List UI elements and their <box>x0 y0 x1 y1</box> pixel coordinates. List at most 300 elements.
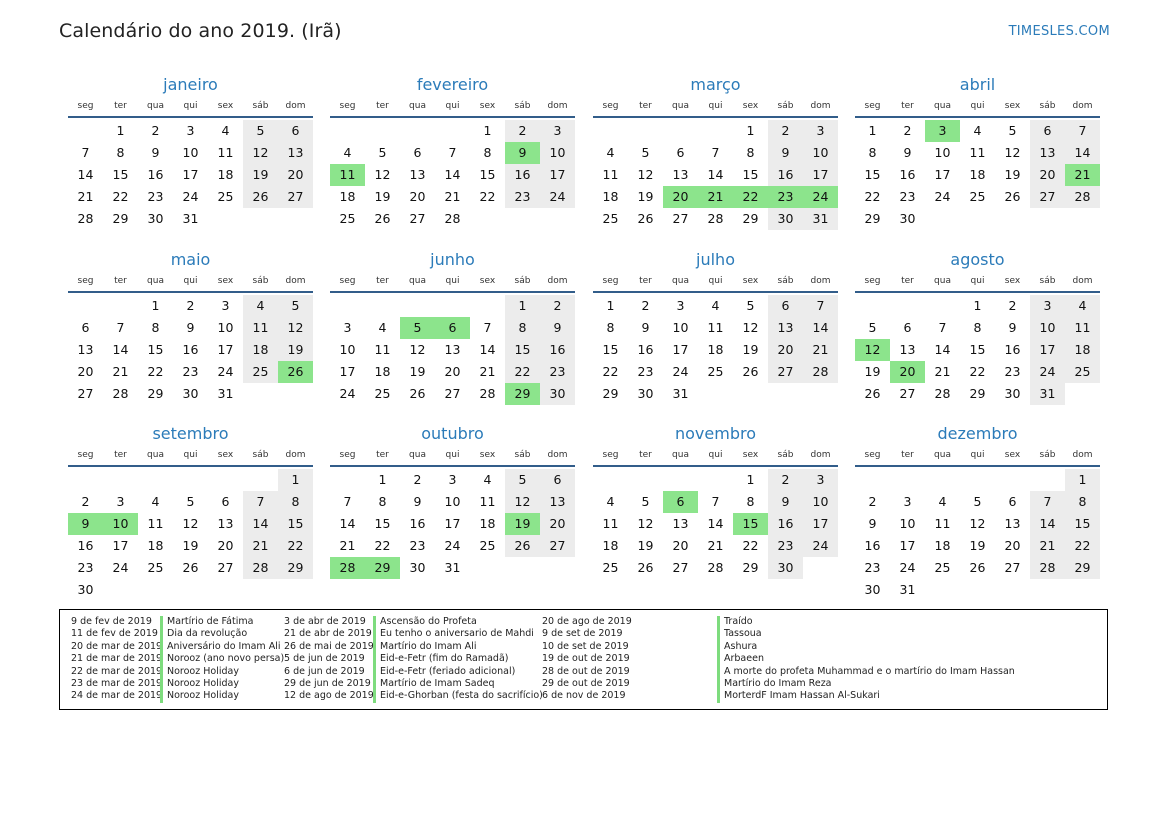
month-name: fevereiro <box>416 75 489 94</box>
day-cell: 17 <box>112 538 129 553</box>
day-cell: 10 <box>899 516 916 531</box>
day-cell: 16 <box>505 164 540 186</box>
day-cell: 17 <box>182 167 199 182</box>
empty-cell <box>593 469 628 491</box>
legend-name-column <box>373 616 543 703</box>
day-cell: 23 <box>899 189 916 204</box>
day-cell: 25 <box>707 364 724 379</box>
legend-holiday-name: Ascensão do Profeta <box>373 616 543 628</box>
day-grid <box>855 295 1100 405</box>
day-cell: 1 <box>606 298 615 313</box>
day-cell: 3 <box>186 123 195 138</box>
day-cell: 3 <box>448 472 457 487</box>
day-cell: 17 <box>672 342 689 357</box>
day-cell: 23 <box>864 560 881 575</box>
day-cell: 18 <box>243 339 278 361</box>
legend-holiday-name: Eid-e-Ghorban (festa do sacrifício) <box>373 690 543 702</box>
holiday-day-cell: 19 <box>505 513 540 535</box>
day-cell: 18 <box>969 167 986 182</box>
day-cell: 20 <box>444 364 461 379</box>
months-grid <box>68 73 1102 603</box>
month-name: agosto <box>950 250 1005 269</box>
day-cell: 20 <box>77 364 94 379</box>
day-cell: 7 <box>1030 491 1065 513</box>
day-cell: 27 <box>1004 560 1021 575</box>
weekday-label: sex <box>742 450 759 460</box>
day-cell: 24 <box>540 186 575 208</box>
legend-date: 21 de mar de 2019 <box>71 653 163 665</box>
day-cell: 14 <box>112 342 129 357</box>
month-name: novembro <box>675 424 756 443</box>
day-cell: 22 <box>505 361 540 383</box>
day-cell: 21 <box>479 364 496 379</box>
weekday-label: sáb <box>777 450 794 460</box>
weekday-label: seg <box>339 450 356 460</box>
day-cell: 2 <box>641 298 650 313</box>
day-cell: 12 <box>969 516 986 531</box>
day-cell: 24 <box>112 560 129 575</box>
legend-date: 3 de abr de 2019 <box>284 616 366 627</box>
weekday-label: dom <box>547 101 568 111</box>
day-cell: 25 <box>374 386 391 401</box>
weekday-header <box>68 446 313 467</box>
legend-date: 19 de out de 2019 <box>542 653 630 665</box>
day-cell: 5 <box>378 145 387 160</box>
day-cell: 9 <box>540 317 575 339</box>
day-cell: 13 <box>1030 142 1065 164</box>
empty-cell <box>435 295 470 317</box>
legend-holiday-name: Eid-e-Fetr (feriado adicional) <box>373 666 543 678</box>
day-cell: 14 <box>934 342 951 357</box>
day-cell: 2 <box>868 494 877 509</box>
day-cell: 16 <box>1004 342 1021 357</box>
legend-holiday-name: Martírio de Fátima <box>160 616 284 628</box>
day-cell: 10 <box>182 145 199 160</box>
weekday-label: qui <box>445 450 460 460</box>
day-cell: 13 <box>540 491 575 513</box>
day-cell: 12 <box>505 491 540 513</box>
weekday-label: sáb <box>777 276 794 286</box>
empty-cell <box>995 469 1030 491</box>
empty-cell <box>173 469 208 491</box>
holiday-day-cell: 10 <box>103 513 138 535</box>
holiday-legend <box>59 609 1108 710</box>
legend-holiday-name: A morte do profeta Muhammad e o martírio do Imam Hassan <box>717 666 1015 678</box>
weekday-label: sáb <box>514 101 531 111</box>
day-cell: 23 <box>147 189 164 204</box>
day-cell: 28 <box>1030 557 1065 579</box>
month-name: maio <box>170 250 211 269</box>
legend-holiday-name: MorterdF Imam Hassan Al-Sukari <box>717 690 1015 702</box>
weekday-label: ter <box>376 101 389 111</box>
day-cell: 17 <box>339 364 356 379</box>
legend-date: 6 de jun de 2019 <box>284 665 365 677</box>
weekday-label: qua <box>934 450 951 460</box>
legend-holiday-name: Tassoua <box>717 628 1015 640</box>
day-cell: 26 <box>1004 189 1021 204</box>
day-grid <box>593 469 838 579</box>
day-cell: 24 <box>1030 361 1065 383</box>
day-cell: 9 <box>641 320 650 335</box>
day-cell: 23 <box>505 186 540 208</box>
day-cell: 25 <box>602 560 619 575</box>
weekday-label: qua <box>147 276 164 286</box>
month-abril <box>855 73 1100 230</box>
month-março <box>593 73 838 230</box>
day-cell: 6 <box>1008 494 1017 509</box>
empty-cell <box>365 120 400 142</box>
day-cell: 25 <box>479 538 496 553</box>
day-cell: 23 <box>637 364 654 379</box>
day-cell: 16 <box>637 342 654 357</box>
day-cell: 8 <box>606 320 615 335</box>
empty-cell <box>1030 469 1065 491</box>
legend-holiday-name: Martírio do Imam Ali <box>373 641 543 653</box>
day-cell: 20 <box>1004 538 1021 553</box>
day-grid <box>593 295 838 405</box>
day-cell: 22 <box>278 535 313 557</box>
day-cell: 11 <box>374 342 391 357</box>
day-cell: 30 <box>147 211 164 226</box>
month-maio <box>68 248 313 405</box>
weekday-header <box>855 446 1100 467</box>
day-cell: 5 <box>641 494 650 509</box>
day-cell: 17 <box>217 342 234 357</box>
weekday-label: dom <box>810 450 831 460</box>
day-cell: 30 <box>182 386 199 401</box>
day-cell: 4 <box>151 494 160 509</box>
weekday-label: seg <box>864 276 881 286</box>
weekday-label: qua <box>672 450 689 460</box>
day-cell: 10 <box>803 142 838 164</box>
day-cell: 18 <box>707 342 724 357</box>
day-cell: 19 <box>637 189 654 204</box>
legend-date: 20 de mar de 2019 <box>71 640 163 652</box>
day-cell: 28 <box>803 361 838 383</box>
day-cell: 20 <box>1030 164 1065 186</box>
day-cell: 7 <box>81 145 90 160</box>
weekday-header <box>593 446 838 467</box>
day-cell: 21 <box>1030 535 1065 557</box>
weekday-label: ter <box>901 450 914 460</box>
day-cell: 9 <box>413 494 422 509</box>
day-cell: 13 <box>77 342 94 357</box>
day-cell: 30 <box>899 211 916 226</box>
month-setembro <box>68 422 313 601</box>
day-cell: 21 <box>444 189 461 204</box>
day-cell: 28 <box>112 386 129 401</box>
day-cell: 5 <box>746 298 755 313</box>
holiday-day-cell: 22 <box>733 186 768 208</box>
day-cell: 17 <box>899 538 916 553</box>
empty-cell <box>103 469 138 491</box>
weekday-label: seg <box>602 101 619 111</box>
day-cell: 2 <box>186 298 195 313</box>
day-cell: 31 <box>217 386 234 401</box>
day-cell: 30 <box>1004 386 1021 401</box>
day-cell: 28 <box>934 386 951 401</box>
day-cell: 28 <box>243 557 278 579</box>
holiday-day-cell: 29 <box>365 557 400 579</box>
day-cell: 30 <box>540 383 575 405</box>
day-cell: 5 <box>278 295 313 317</box>
month-name: abril <box>959 75 996 94</box>
day-cell: 14 <box>707 516 724 531</box>
empty-cell <box>890 295 925 317</box>
day-cell: 8 <box>505 317 540 339</box>
month-name: dezembro <box>937 424 1018 443</box>
holiday-day-cell: 9 <box>68 513 103 535</box>
day-cell: 14 <box>444 167 461 182</box>
weekday-label: seg <box>77 276 94 286</box>
day-cell: 20 <box>217 538 234 553</box>
weekday-label: ter <box>114 450 127 460</box>
legend-date: 26 de mai de 2019 <box>284 640 374 652</box>
day-cell: 15 <box>479 167 496 182</box>
day-cell: 5 <box>973 494 982 509</box>
legend-holiday-name: Martírio de Imam Sadeq <box>373 678 543 690</box>
weekday-label: qui <box>970 450 985 460</box>
weekday-label: sáb <box>1039 450 1056 460</box>
day-cell: 29 <box>742 560 759 575</box>
weekday-label: sáb <box>514 450 531 460</box>
weekday-label: qui <box>708 101 723 111</box>
month-fevereiro <box>330 73 575 230</box>
day-cell: 30 <box>768 208 803 230</box>
weekday-label: qui <box>970 276 985 286</box>
day-cell: 23 <box>1004 364 1021 379</box>
legend-name-column <box>717 616 1015 703</box>
day-cell: 28 <box>444 211 461 226</box>
empty-cell <box>698 120 733 142</box>
empty-cell <box>435 120 470 142</box>
day-cell: 14 <box>803 317 838 339</box>
weekday-label: ter <box>376 450 389 460</box>
day-cell: 11 <box>707 320 724 335</box>
day-cell: 4 <box>343 145 352 160</box>
day-cell: 9 <box>768 491 803 513</box>
day-cell: 13 <box>217 516 234 531</box>
day-cell: 4 <box>938 494 947 509</box>
day-cell: 25 <box>217 189 234 204</box>
weekday-label: seg <box>864 450 881 460</box>
weekday-label: qua <box>409 276 426 286</box>
day-cell: 11 <box>934 516 951 531</box>
day-cell: 10 <box>1030 317 1065 339</box>
weekday-label: qui <box>445 276 460 286</box>
day-cell: 10 <box>444 494 461 509</box>
day-cell: 30 <box>768 557 803 579</box>
day-cell: 27 <box>540 535 575 557</box>
day-cell: 18 <box>602 189 619 204</box>
holiday-day-cell: 6 <box>663 491 698 513</box>
day-cell: 2 <box>151 123 160 138</box>
day-cell: 14 <box>707 167 724 182</box>
day-cell: 14 <box>479 342 496 357</box>
day-cell: 6 <box>413 145 422 160</box>
day-cell: 27 <box>672 211 689 226</box>
day-cell: 10 <box>803 491 838 513</box>
day-cell: 1 <box>868 123 877 138</box>
weekday-label: ter <box>376 276 389 286</box>
day-cell: 14 <box>339 516 356 531</box>
legend-holiday-name: Ashura <box>717 641 1015 653</box>
day-cell: 26 <box>742 364 759 379</box>
weekday-header <box>855 272 1100 293</box>
weekday-label: sex <box>217 101 234 111</box>
holiday-day-cell: 12 <box>855 339 890 361</box>
day-cell: 5 <box>1008 123 1017 138</box>
day-cell: 11 <box>602 167 619 182</box>
legend-holiday-name: Norooz Holiday <box>160 678 284 690</box>
day-cell: 19 <box>374 189 391 204</box>
day-cell: 7 <box>243 491 278 513</box>
weekday-header <box>330 97 575 118</box>
day-cell: 4 <box>378 320 387 335</box>
weekday-label: sex <box>1004 450 1021 460</box>
day-cell: 17 <box>1030 339 1065 361</box>
day-cell: 27 <box>77 386 94 401</box>
empty-cell <box>365 295 400 317</box>
day-cell: 28 <box>707 211 724 226</box>
day-cell: 15 <box>864 167 881 182</box>
day-cell: 12 <box>1004 145 1021 160</box>
day-cell: 21 <box>707 538 724 553</box>
day-cell: 15 <box>112 167 129 182</box>
empty-cell <box>400 120 435 142</box>
legend-date-column <box>71 616 162 703</box>
day-cell: 17 <box>444 516 461 531</box>
empty-cell <box>470 295 505 317</box>
empty-cell <box>243 469 278 491</box>
page-title: Calendário do ano 2019. (Irã) <box>59 20 342 42</box>
day-cell: 15 <box>742 167 759 182</box>
legend-date: 28 de out de 2019 <box>542 665 630 677</box>
day-cell: 5 <box>641 145 650 160</box>
empty-cell <box>855 469 890 491</box>
day-cell: 11 <box>602 516 619 531</box>
site-link[interactable]: TIMESLES.COM <box>1008 24 1110 39</box>
weekday-label: sex <box>479 450 496 460</box>
day-cell: 16 <box>77 538 94 553</box>
day-cell: 6 <box>676 145 685 160</box>
day-cell: 31 <box>672 386 689 401</box>
day-cell: 4 <box>243 295 278 317</box>
day-cell: 22 <box>1065 535 1100 557</box>
day-cell: 25 <box>969 189 986 204</box>
holiday-day-cell: 26 <box>278 361 313 383</box>
day-cell: 29 <box>969 386 986 401</box>
day-cell: 4 <box>606 494 615 509</box>
day-cell: 16 <box>864 538 881 553</box>
day-cell: 29 <box>112 211 129 226</box>
day-cell: 3 <box>540 120 575 142</box>
day-cell: 13 <box>409 167 426 182</box>
month-janeiro <box>68 73 313 230</box>
day-cell: 6 <box>540 469 575 491</box>
day-cell: 19 <box>278 339 313 361</box>
day-cell: 31 <box>803 208 838 230</box>
day-cell: 4 <box>973 123 982 138</box>
day-cell: 1 <box>505 295 540 317</box>
day-cell: 12 <box>742 320 759 335</box>
day-cell: 28 <box>77 211 94 226</box>
day-cell: 18 <box>147 538 164 553</box>
month-name: março <box>690 75 741 94</box>
day-cell: 5 <box>868 320 877 335</box>
month-dezembro <box>855 422 1100 601</box>
legend-date-column <box>542 616 632 703</box>
weekday-header <box>330 272 575 293</box>
day-cell: 31 <box>899 582 916 597</box>
weekday-label: ter <box>114 101 127 111</box>
legend-holiday-name: Aniversário do Imam Ali <box>160 641 284 653</box>
holiday-day-cell: 28 <box>330 557 365 579</box>
legend-date: 29 de jun de 2019 <box>284 677 371 689</box>
day-cell: 28 <box>479 386 496 401</box>
day-grid <box>855 120 1100 230</box>
day-cell: 16 <box>899 167 916 182</box>
weekday-label: qui <box>970 101 985 111</box>
weekday-label: qua <box>147 450 164 460</box>
day-cell: 31 <box>182 211 199 226</box>
day-cell: 26 <box>243 186 278 208</box>
month-junho <box>330 248 575 405</box>
month-name: outubro <box>421 424 484 443</box>
day-cell: 24 <box>934 189 951 204</box>
empty-cell <box>593 120 628 142</box>
day-cell: 25 <box>1065 361 1100 383</box>
day-cell: 16 <box>540 339 575 361</box>
day-cell: 24 <box>803 535 838 557</box>
day-cell: 25 <box>934 560 951 575</box>
day-cell: 4 <box>483 472 492 487</box>
legend-date: 22 de mar de 2019 <box>71 665 163 677</box>
weekday-label: qua <box>409 101 426 111</box>
day-cell: 22 <box>864 189 881 204</box>
day-cell: 22 <box>742 538 759 553</box>
day-cell: 3 <box>221 298 230 313</box>
day-cell: 24 <box>672 364 689 379</box>
empty-cell <box>68 295 103 317</box>
day-cell: 8 <box>483 145 492 160</box>
day-cell: 2 <box>768 469 803 491</box>
weekday-label: sex <box>742 276 759 286</box>
day-cell: 27 <box>217 560 234 575</box>
empty-cell <box>663 120 698 142</box>
day-cell: 1 <box>151 298 160 313</box>
legend-date: 9 de set de 2019 <box>542 628 623 640</box>
day-grid <box>68 120 313 230</box>
holiday-day-cell: 5 <box>400 317 435 339</box>
day-cell: 9 <box>868 516 877 531</box>
day-cell: 25 <box>147 560 164 575</box>
day-grid <box>593 120 838 230</box>
day-cell: 27 <box>409 211 426 226</box>
day-cell: 14 <box>1030 513 1065 535</box>
holiday-day-cell: 29 <box>505 383 540 405</box>
day-cell: 13 <box>672 516 689 531</box>
weekday-label: qua <box>409 450 426 460</box>
weekday-label: ter <box>901 101 914 111</box>
weekday-label: seg <box>602 276 619 286</box>
day-cell: 29 <box>278 557 313 579</box>
month-name: setembro <box>152 424 229 443</box>
day-cell: 31 <box>1030 383 1065 405</box>
holiday-day-cell: 23 <box>768 186 803 208</box>
day-cell: 2 <box>540 295 575 317</box>
day-cell: 7 <box>803 295 838 317</box>
